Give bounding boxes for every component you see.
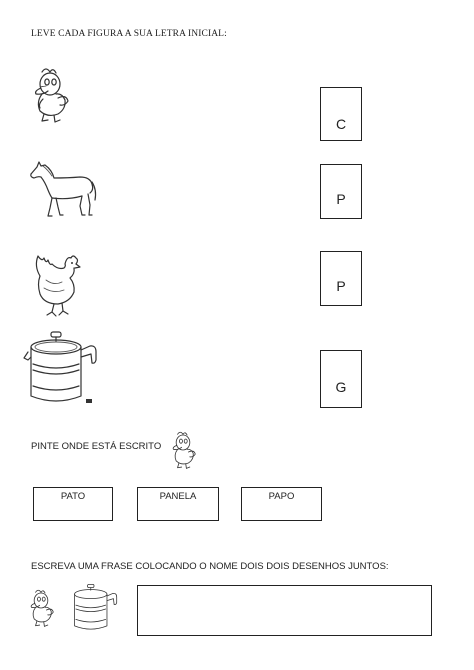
word-option-label: PATO: [60, 491, 86, 502]
word-option-label: PAPO: [268, 491, 295, 502]
instruction-match-letters: LEVE CADA FIGURA A SUA LETRA INICIAL:: [31, 29, 227, 39]
hen-icon: [30, 250, 82, 318]
duck-icon: [168, 428, 198, 472]
letter-label: G: [335, 379, 347, 395]
letter-box-1[interactable]: [320, 87, 362, 141]
letter-box-4[interactable]: [320, 350, 362, 408]
letter-label: C: [335, 116, 347, 132]
word-option-panela[interactable]: [137, 487, 219, 521]
word-option-pato[interactable]: [33, 487, 113, 521]
letter-box-3[interactable]: [320, 251, 362, 306]
horse-icon: [28, 160, 98, 220]
instruction-write-sentence: ESCREVA UMA FRASE COLOCANDO O NOME DOIS DOIS DESENHOS JUNTOS:: [31, 561, 389, 572]
word-option-papo[interactable]: [241, 487, 322, 521]
letter-box-2[interactable]: [320, 164, 362, 219]
pan-icon: [24, 330, 98, 410]
duck-icon: [26, 586, 56, 630]
instruction-paint-word: PINTE ONDE ESTÁ ESCRITO: [31, 441, 162, 452]
letter-label: P: [336, 191, 346, 207]
sentence-answer-box[interactable]: [137, 585, 432, 636]
duck-icon: [28, 64, 72, 126]
pan-icon: [70, 583, 118, 635]
letter-label: P: [336, 278, 346, 294]
word-option-label: PANELA: [159, 491, 197, 502]
